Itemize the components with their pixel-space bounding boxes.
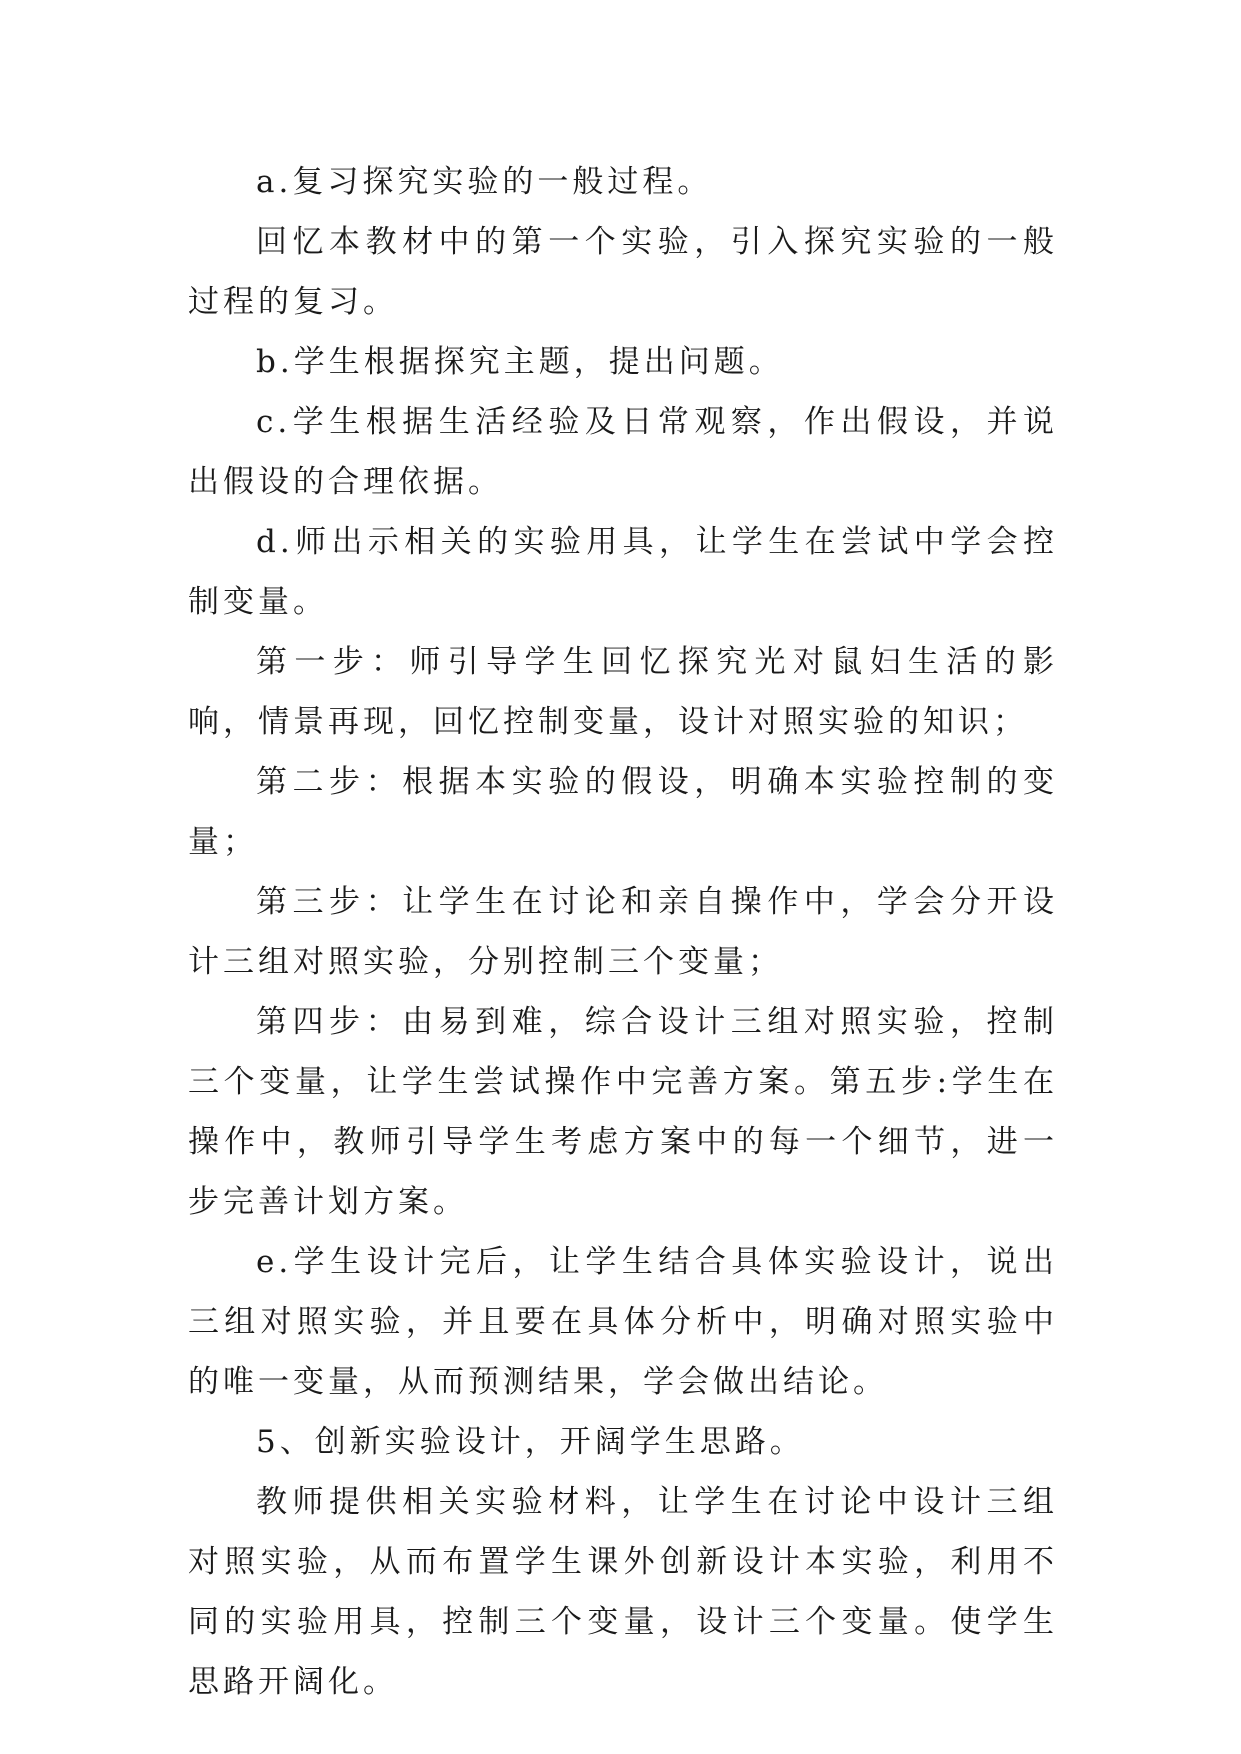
paragraph-step-two: 第二步：根据本实验的假设，明确本实验控制的变量； [188,764,1058,860]
paragraph-recall-first-experiment: 回忆本教材中的第一个实验，引入探究实验的一般过程的复习。 [188,224,1058,320]
paragraph-step-four-five: 第四步：由易到难，综合设计三组对照实验，控制三个变量，让学生尝试操作中完善方案。第五步:学生在操作中，教师引导学生考虑方案中的每一个细节，进一步完善计划方案。 [188,1004,1058,1220]
paragraph-raise-question: b.学生根据探究主题，提出问题。 [256,344,784,380]
paragraph-review-process: a.复习探究实验的一般过程。 [256,164,713,200]
paragraph-innovative-design-heading: 5、创新实验设计，开阔学生思路。 [256,1424,805,1460]
paragraph-make-hypothesis: c.学生根据生活经验及日常观察，作出假设，并说出假设的合理依据。 [188,404,1058,500]
paragraph-innovative-design: 教师提供相关实验材料，让学生在讨论中设计三组对照实验，从而布置学生课外创新设计本实验，利用不同的实验用具，控制三个变量，设计三个变量。使学生思路开阔化。 [188,1484,1058,1700]
paragraph-step-one: 第一步：师引导学生回忆探究光对鼠妇生活的影响，情景再现，回忆控制变量，设计对照实验的知识； [188,644,1058,740]
paragraph-step-three: 第三步：让学生在讨论和亲自操作中，学会分开设计三组对照实验，分别控制三个变量； [188,884,1058,980]
document-body [188,152,1058,1712]
paragraph-conclusion: e.学生设计完后，让学生结合具体实验设计，说出三组对照实验，并且要在具体分析中，明确对照实验中的唯一变量，从而预测结果，学会做出结论。 [188,1244,1058,1400]
paragraph-control-variables: d.师出示相关的实验用具，让学生在尝试中学会控制变量。 [188,524,1058,620]
